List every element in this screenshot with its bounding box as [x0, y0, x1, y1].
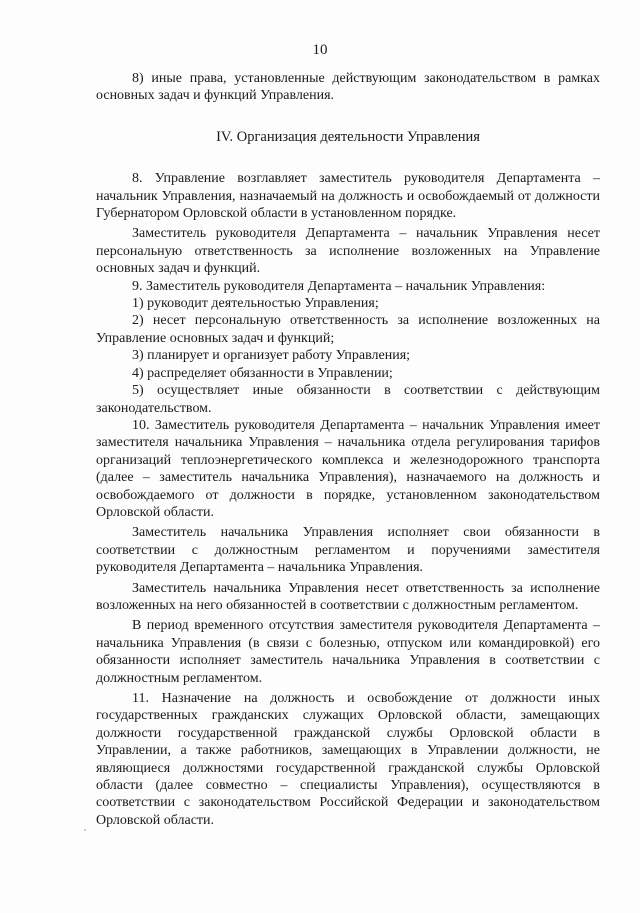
paragraph-10: 10. Заместитель руководителя Департамента – начальник Управления имеет заместителя начальника Управления – начальника отдела регулирования тарифов организаций теплоэнергетического комплекса и железнодорожного транспорта (далее – заместитель начальника Управления), назначаемого на должность и освобождаемого от должности в порядке, установленном законодательством Орловской области.	[96, 417, 600, 520]
paragraph-8-responsibility: Заместитель руководителя Департамента – начальник Управления несет персональную ответственность за исполнение возложенных на Управление основных задач и функций.	[96, 226, 600, 277]
paragraph-10-deputy-duties: Заместитель начальника Управления исполняет свои обязанности в соответствии с должностным регламентом и поручениями заместителя руководителя Департамента – начальника Управления.	[96, 525, 600, 576]
paragraph-9-item-5: 5) осуществляет иные обязанности в соответствии с действующим законодательством.	[96, 383, 600, 416]
paragraph-intro-item: 8) иные права, установленные действующим законодательством в рамках основных задач и функций Управления.	[96, 71, 600, 104]
paragraph-11: 11. Назначение на должность и освобождение от должности иных государственных гражданских служащих Орловской области, замещающих должности государственной гражданской службы Орловской области в Управлении, а также работников, замещающих в Управлении должности, не являющиеся должностями государственной гражданской службы Орловской области (далее совместно – специалисты Управления), осуществляются в соответствии с законодательством Российской Федерации и законодательством Орловской области.	[96, 691, 600, 828]
section-title: IV. Организация деятельности Управления	[216, 128, 480, 145]
paragraph-9: 9. Заместитель руководителя Департамента – начальник Управления:	[132, 278, 546, 294]
paragraph-10-temporary-absence: В период временного отсутствия заместителя руководителя Департамента – начальника Управления (в связи с болезнью, отпуском или командировкой) его обязанности исполняет заместитель начальника Управления в соответствии с должностным регламентом.	[96, 618, 600, 686]
paragraph-9-item-4: 4) распределяет обязанности в Управлении;	[132, 365, 393, 381]
paragraph-9-item-1: 1) руководит деятельностью Управления;	[132, 296, 379, 312]
paragraph-8: 8. Управление возглавляет заместитель руководителя Департамента – начальник Управления, назначаемый на должность и освобождаемый от должности Губернатором Орловской области в установленном порядке.	[96, 171, 600, 222]
scan-mark	[84, 829, 86, 831]
paragraph-9-item-3: 3) планирует и организует работу Управления;	[132, 348, 411, 364]
paragraph-9-item-2: 2) несет персональную ответственность за исполнение возложенных на Управление основных задач и функций;	[96, 313, 600, 346]
document-body	[96, 70, 600, 829]
page-number: 10	[312, 42, 328, 58]
paragraph-10-deputy-responsibility: Заместитель начальника Управления несет ответственность за исполнение возложенных на него обязанностей в соответствии с должностным регламентом.	[96, 580, 600, 613]
